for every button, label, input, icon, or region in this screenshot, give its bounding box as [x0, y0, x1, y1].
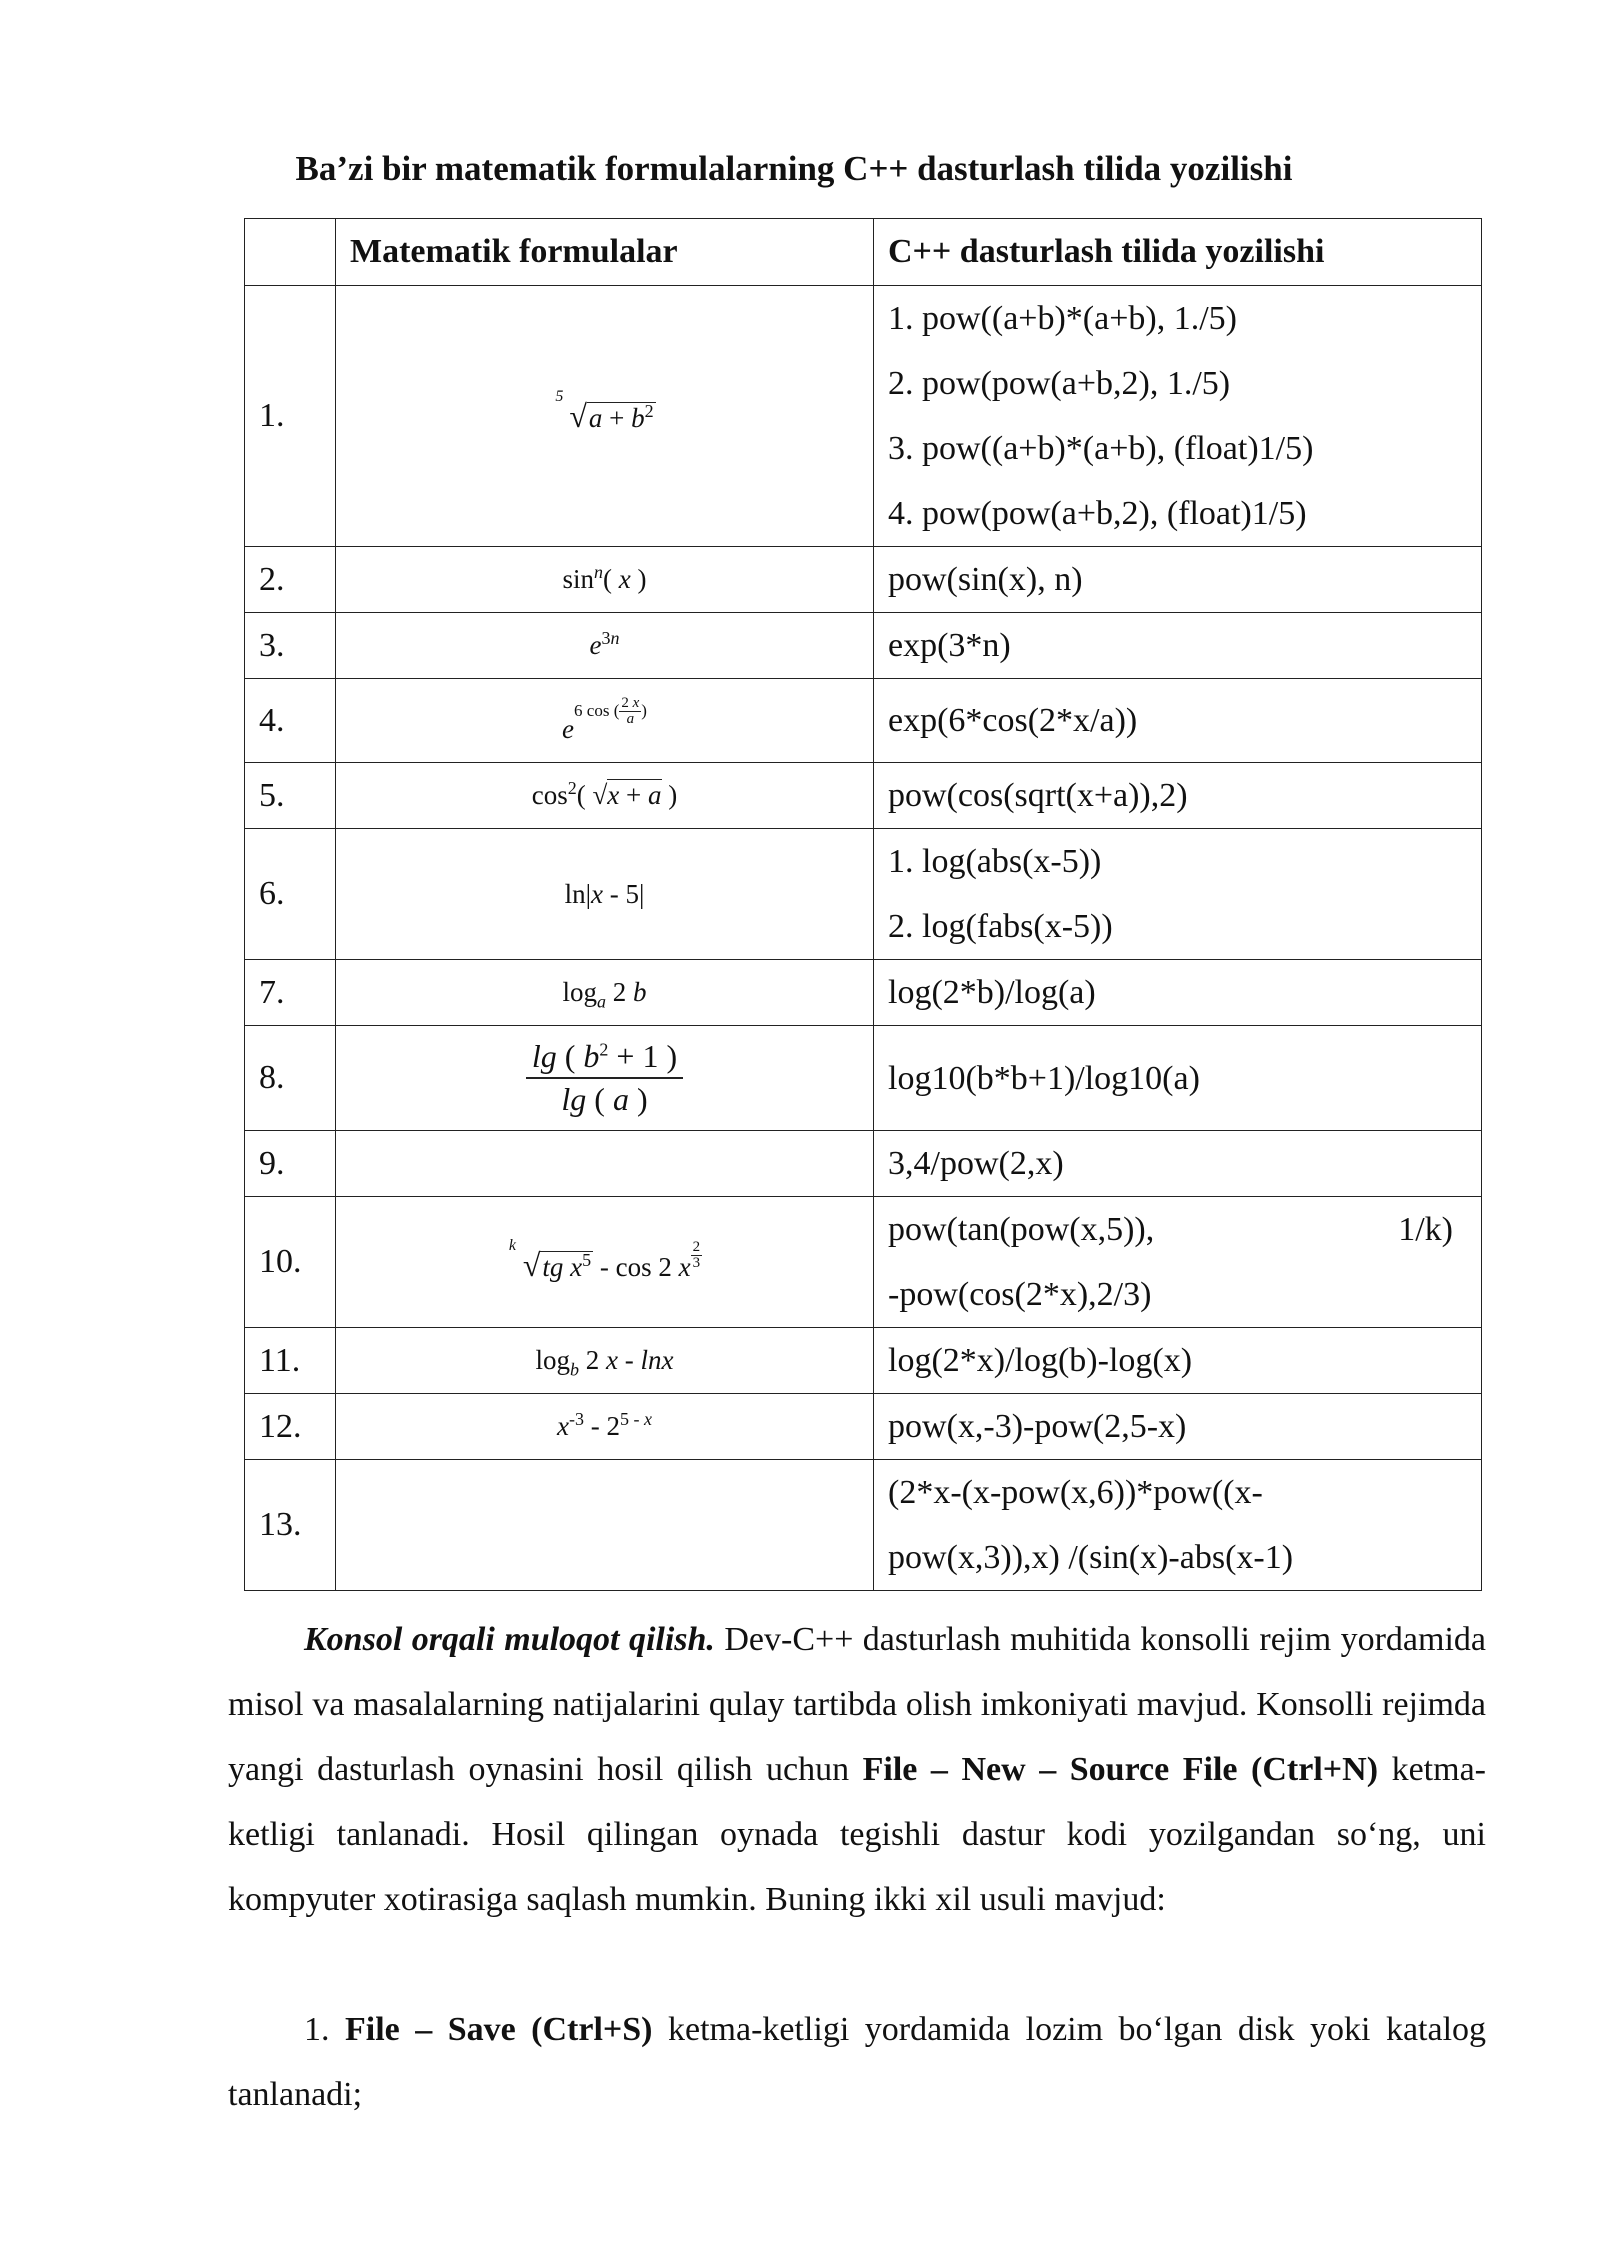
formula-graphic: $e^{3n}$	[589, 628, 620, 660]
code-line: 1. pow((a+b)*(a+b), 1./5)	[888, 300, 1237, 337]
code-line: exp(3*n)	[888, 627, 1011, 664]
code-cell	[874, 960, 1482, 1026]
formula-cell	[336, 1328, 874, 1394]
paragraph-text: Dev-C++ dasturlash muhitida konsolli rejim yordamida misol va masalalarning natijalarini qulay tartibda olish imkoniyati mavjud. Konsolli rejimda yangi dasturlash oynasini hosil qilish uchun	[228, 1621, 1487, 1788]
paragraph-save	[228, 1997, 1486, 2127]
formula-cell	[336, 679, 874, 763]
row-number: 13.	[245, 1460, 336, 1591]
formula-cell	[336, 1394, 874, 1460]
code-line: log(2*x)/log(b)-log(x)	[888, 1342, 1193, 1379]
formula-graphic: $e^{6 cos ( \frac{2 x}{a} )}$	[562, 695, 647, 744]
code-line: pow(sin(x), n)	[888, 561, 1083, 598]
code-line: pow(tan(pow(x,5)),	[888, 1211, 1155, 1248]
code-cell	[874, 1197, 1482, 1328]
table-row	[245, 1394, 1482, 1460]
row-number: 5.	[245, 763, 336, 829]
table-row	[245, 1328, 1482, 1394]
code-line: 2. log(fabs(x-5))	[888, 908, 1113, 945]
row-number: 10.	[245, 1197, 336, 1328]
header-formulas: Matematik formulalar	[336, 219, 874, 286]
formula-graphic: k √tg $x^5$ - cos 2 x $^{\frac{2}{3}}$	[508, 1236, 701, 1283]
formula-graphic: ln|x - 5|	[564, 878, 645, 909]
paragraph-text: ketma-ketligi yordamida lozim bo‘lgan disk yoki katalog tanlanadi;	[228, 2011, 1487, 2113]
table-row	[245, 286, 1482, 547]
formula-graphic: $x^{-3} - 2^{5 - x}$	[557, 1409, 652, 1441]
code-cell	[874, 679, 1482, 763]
row-number: 6.	[245, 829, 336, 960]
row-number: 1.	[245, 286, 336, 547]
code-line: log(2*b)/log(a)	[888, 974, 1096, 1011]
list-number: 1.	[304, 2011, 345, 2048]
formula-cell	[336, 547, 874, 613]
table-row	[245, 1197, 1482, 1328]
table-row	[245, 829, 1482, 960]
formula-cell	[336, 1197, 874, 1328]
code-cell	[874, 1131, 1482, 1197]
code-cell	[874, 763, 1482, 829]
code-cell	[874, 1328, 1482, 1394]
code-line: pow(x,-3)-pow(2,5-x)	[888, 1408, 1187, 1445]
table-row	[245, 679, 1482, 763]
row-number: 9.	[245, 1131, 336, 1197]
code-cell	[874, 1460, 1482, 1591]
code-cell	[874, 547, 1482, 613]
formula-graphic: $\cos^2$( √x + a )	[531, 778, 678, 810]
code-line-group	[888, 1197, 1467, 1262]
formula-cell	[336, 763, 874, 829]
code-cell	[874, 1026, 1482, 1131]
table-row	[245, 763, 1482, 829]
code-cell	[874, 286, 1482, 547]
code-cell	[874, 613, 1482, 679]
code-cell	[874, 1394, 1482, 1460]
paragraph-console	[228, 1607, 1486, 1932]
code-line: log10(b*b+1)/log10(a)	[888, 1059, 1200, 1097]
code-line: 1. log(abs(x-5))	[888, 843, 1102, 880]
row-number: 2.	[245, 547, 336, 613]
paragraph-lead: Konsol orqali muloqot qilish.	[304, 1621, 715, 1658]
formula-graphic: $\sin^n$( x )	[562, 562, 647, 594]
paragraph-text: ketma-ketligi tanlanadi. Hosil qilingan oynada tegishli dastur kodi yozilgandan so‘ng, uni kompyuter xotirasiga saqlash mumkin. Buning ikki xil usuli mavjud:	[228, 1751, 1486, 1918]
code-line: 3. pow((a+b)*(a+b), (float)1/5)	[888, 430, 1314, 467]
page-title: Ba’zi bir matematik formulalarning C++ dasturlash tilida yozilishi	[295, 149, 1293, 188]
formula-graphic: $\log_a 2$ b	[562, 977, 647, 1012]
header-number	[245, 219, 336, 286]
code-cell	[874, 829, 1482, 960]
formula-graphic: 5 $√a + b^2$	[555, 387, 654, 434]
formula-graphic: $\log_b 2$ x - lnx	[535, 1345, 674, 1380]
formula-cell	[336, 960, 874, 1026]
code-line: 3,4/pow(2,x)	[888, 1145, 1064, 1182]
code-line: pow(cos(sqrt(x+a)),2)	[888, 777, 1188, 814]
menu-sequence-new: File – New – Source File (Ctrl+N)	[862, 1751, 1379, 1788]
formula-cell	[336, 1026, 874, 1131]
formula-cell	[336, 1460, 874, 1591]
code-line: 2. pow(pow(a+b,2), 1./5)	[888, 365, 1231, 402]
row-number: 12.	[245, 1394, 336, 1460]
row-number: 7.	[245, 960, 336, 1026]
formula-cell	[336, 286, 874, 547]
code-line: -pow(cos(2*x),2/3)	[888, 1276, 1152, 1313]
code-line: 1/k)	[1398, 1211, 1453, 1248]
formula-table	[244, 218, 1482, 1591]
code-line: pow(x,3)),x) /(sin(x)-abs(x-1)	[888, 1539, 1294, 1576]
table-header-row	[245, 219, 1482, 286]
table-row	[245, 1460, 1482, 1591]
table-row	[245, 547, 1482, 613]
table-row	[245, 960, 1482, 1026]
menu-sequence-save: File – Save (Ctrl+S)	[344, 2011, 653, 2048]
code-line: 4. pow(pow(a+b,2), (float)1/5)	[888, 495, 1307, 532]
row-number: 11.	[245, 1328, 336, 1394]
header-cpp: C++ dasturlash tilida yozilishi	[874, 219, 1482, 286]
formula-graphic: $\frac{\lg ( b^2 + 1 )}{\lg ( a )}$	[526, 1038, 683, 1118]
code-line: (2*x-(x-pow(x,6))*pow((x-	[888, 1474, 1263, 1511]
table-row	[245, 1026, 1482, 1131]
row-number: 8.	[245, 1026, 336, 1131]
table-row	[245, 613, 1482, 679]
table-row	[245, 1131, 1482, 1197]
formula-cell	[336, 1131, 874, 1197]
code-line: exp(6*cos(2*x/a))	[888, 702, 1138, 739]
row-number: 3.	[245, 613, 336, 679]
row-number: 4.	[245, 679, 336, 763]
formula-cell	[336, 613, 874, 679]
formula-cell	[336, 829, 874, 960]
